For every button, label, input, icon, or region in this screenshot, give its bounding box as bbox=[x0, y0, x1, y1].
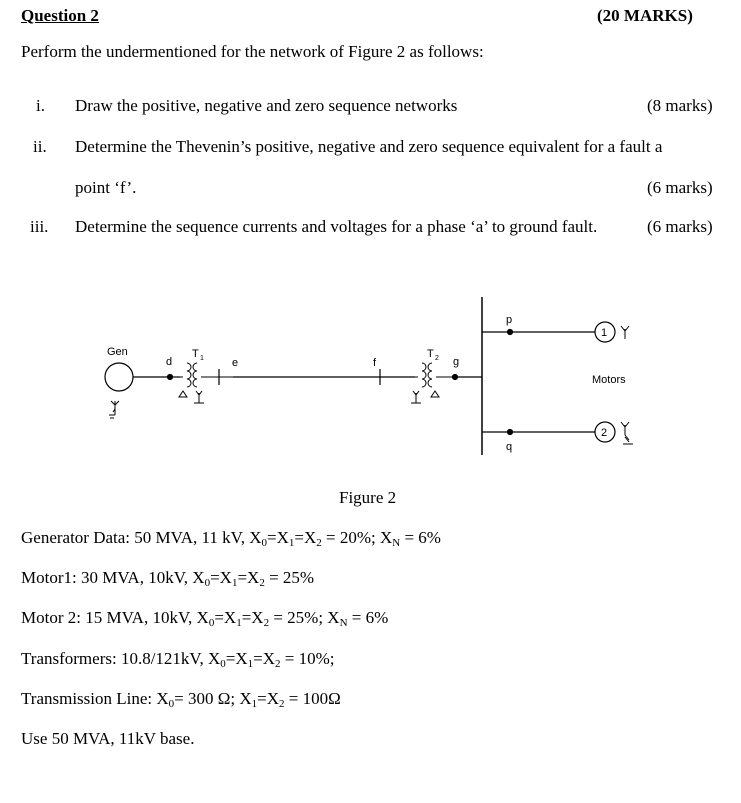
task-marks: (6 marks) bbox=[647, 178, 713, 197]
network-diagram bbox=[95, 285, 665, 460]
bus-q-node bbox=[508, 430, 513, 435]
t2-subscript: 2 bbox=[435, 355, 439, 362]
motor-1-wye-icon bbox=[621, 326, 629, 339]
task-number: ii. bbox=[33, 137, 47, 156]
generator-symbol bbox=[105, 363, 133, 391]
transformer-t2-icon bbox=[411, 363, 455, 403]
gen-label: Gen bbox=[107, 346, 128, 358]
bus-p-label: p bbox=[506, 314, 513, 326]
task-text: Determine the sequence currents and voltages for a phase ‘a’ to ground fault. bbox=[75, 217, 598, 236]
transformer-t1-icon bbox=[179, 363, 233, 403]
motor-2-ground-icon bbox=[621, 422, 633, 444]
motors-label: Motors bbox=[592, 374, 626, 386]
question-title: Question 2 bbox=[21, 6, 99, 25]
figure-caption: Figure 2 bbox=[339, 488, 397, 507]
task-marks: (8 marks) bbox=[647, 96, 713, 115]
task-text: Determine the Thevenin’s positive, negative and zero sequence equivalent for a fault a bbox=[75, 137, 663, 156]
t1-label: T bbox=[192, 348, 199, 360]
bus-d-label: d bbox=[166, 356, 173, 368]
bus-p-node bbox=[508, 330, 513, 335]
task-text: Draw the positive, negative and zero sequence networks bbox=[75, 96, 458, 115]
base-data: Use 50 MVA, 11kV base. bbox=[21, 729, 195, 748]
task-marks: (6 marks) bbox=[647, 217, 713, 236]
bus-g-label: g bbox=[453, 356, 460, 368]
motor1-data: Motor1: 30 MVA, 10kV, $X_0=X_1=X_2 = 25\%$ bbox=[21, 568, 315, 589]
task-number: i. bbox=[36, 96, 45, 115]
bus-q-label: q bbox=[506, 441, 513, 453]
t2-label: T bbox=[427, 348, 434, 360]
bus-e-label: e bbox=[232, 357, 239, 369]
motor2-data: Motor 2: 15 MVA, 10kV, $X_0=X_1=X_2 = 25\%$; $X_N = 6\%$ bbox=[21, 608, 389, 629]
motor-2-label: 2 bbox=[601, 427, 608, 439]
bus-f-label: f bbox=[373, 357, 377, 369]
intro-text: Perform the undermentioned for the network of Figure 2 as follows: bbox=[21, 42, 484, 61]
motor-1-label: 1 bbox=[601, 327, 608, 339]
question-marks: (20 MARKS) bbox=[597, 6, 693, 25]
generator-data: Generator Data: 50 MVA, 11 kV, $X_0=X_1=X_2 = 20\%$; $X_N = 6\%$ bbox=[21, 528, 441, 549]
transformers-data: Transformers: 10.8/121kV, $X_0=X_1=X_2 = 10\%$; bbox=[21, 649, 335, 670]
task-number: iii. bbox=[30, 217, 49, 236]
generator-ground-icon bbox=[109, 401, 119, 418]
task-text-continued: point ‘f’. bbox=[75, 178, 137, 197]
transmission-line-data: Transmission Line: $X_0= 300$ Ω; $X_1=X_2 = 100\Omega$ bbox=[21, 689, 341, 710]
t1-subscript: 1 bbox=[200, 355, 204, 362]
